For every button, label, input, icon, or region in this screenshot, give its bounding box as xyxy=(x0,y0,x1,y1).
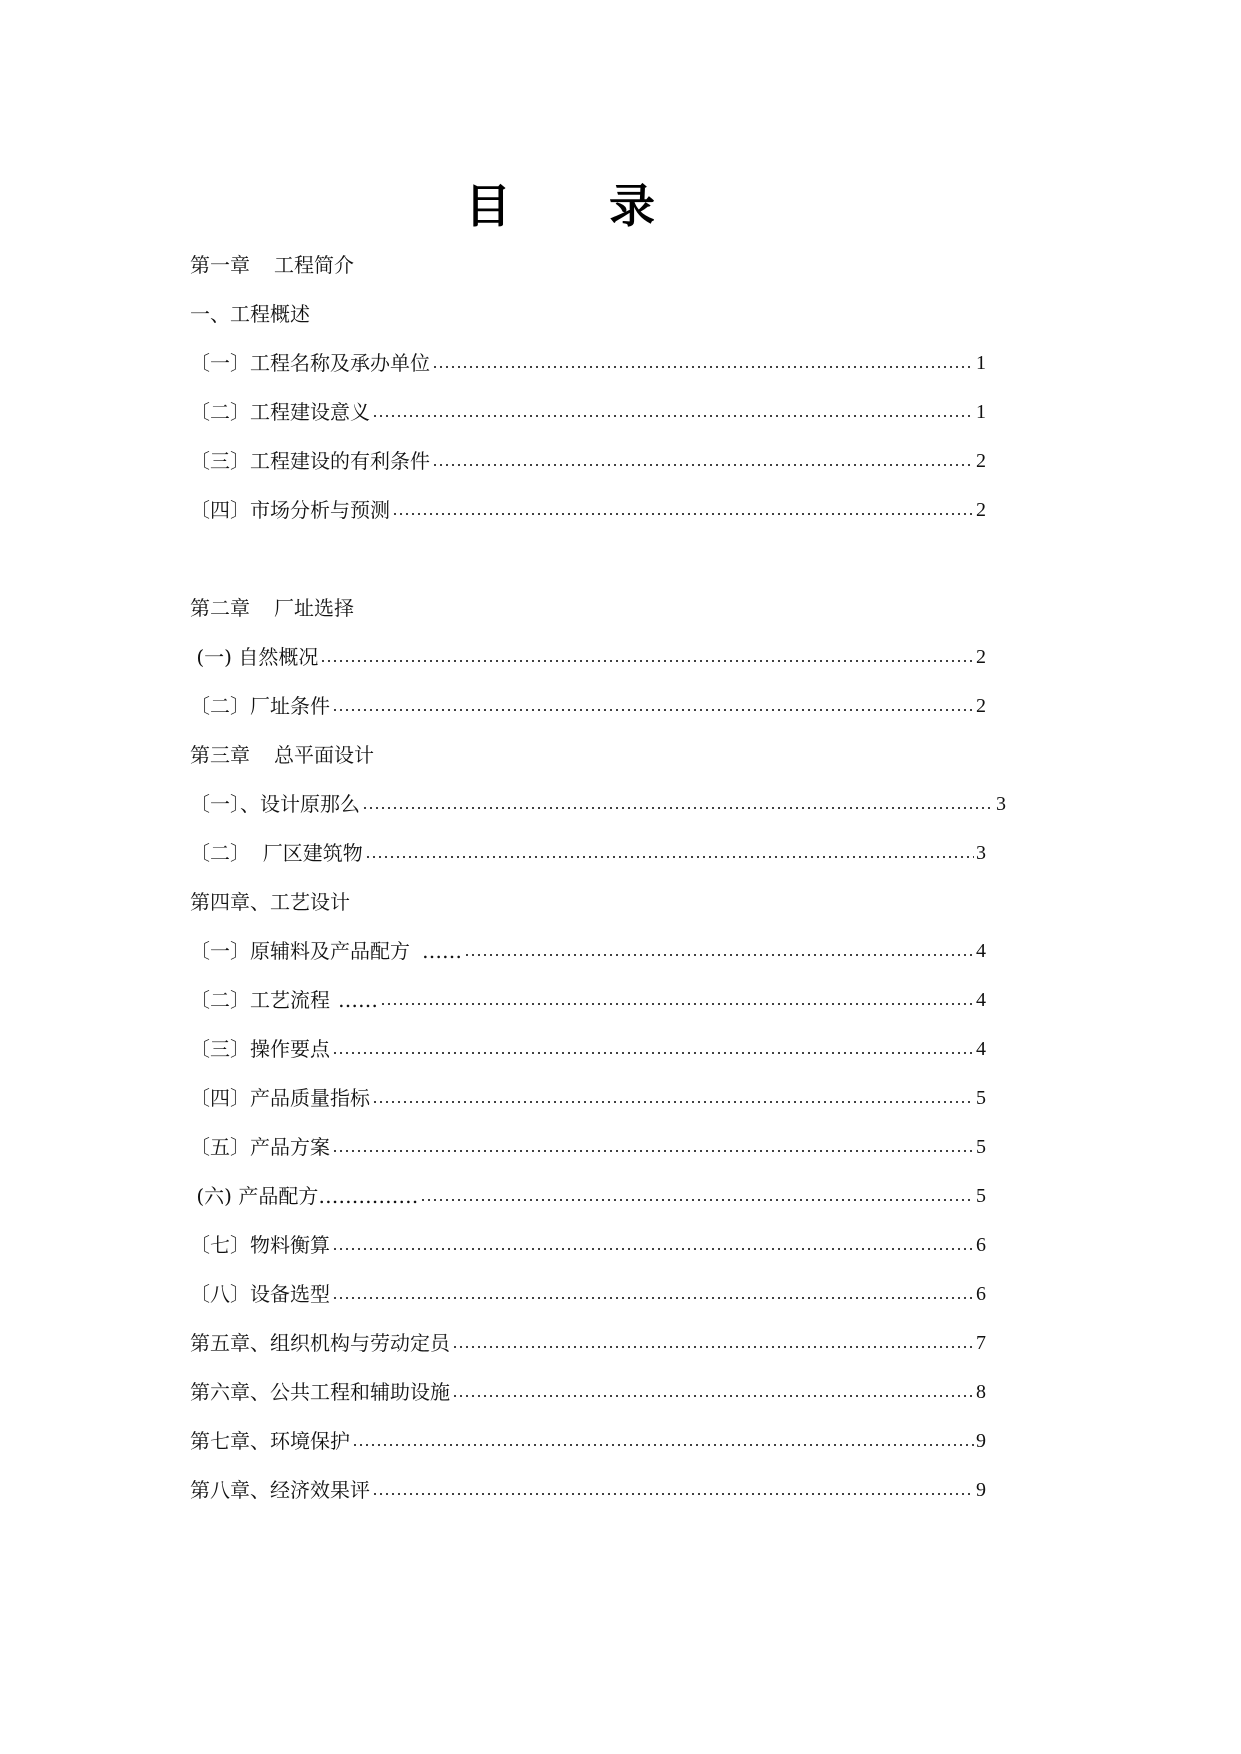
section-heading xyxy=(190,299,310,329)
dot-leader xyxy=(332,1051,974,1055)
dot-leader xyxy=(432,365,974,369)
toc-entry[interactable] xyxy=(190,1181,986,1211)
toc-entry-label: 〔二〕厂址条件 xyxy=(190,694,330,718)
dot-leader xyxy=(332,1247,974,1251)
chapter-heading xyxy=(190,887,350,917)
toc-entry-label: (一) 自然概况 xyxy=(190,645,319,669)
toc-entry-extra-dots: …… xyxy=(338,988,378,1012)
toc-entry[interactable] xyxy=(190,838,986,868)
dot-leader xyxy=(332,1296,974,1300)
dot-leader xyxy=(332,1149,974,1153)
dot-leader xyxy=(452,1345,974,1349)
chapter-name: 厂址选择 xyxy=(274,596,354,620)
toc-entry-page: 5 xyxy=(976,1087,986,1109)
toc-entry-page: 7 xyxy=(976,1332,986,1354)
toc-entry-page: 2 xyxy=(976,450,986,472)
dot-leader xyxy=(362,806,994,810)
toc-entry-page: 5 xyxy=(976,1185,986,1207)
toc-entry-label: 第八章、经济效果评 xyxy=(190,1478,370,1502)
dot-leader xyxy=(432,463,974,467)
dot-leader xyxy=(452,1394,974,1398)
toc-entry-page: 3 xyxy=(976,842,986,864)
toc-entry-extra-dots: …………… xyxy=(318,1184,419,1208)
dot-leader xyxy=(372,1492,974,1496)
toc-entry[interactable] xyxy=(190,789,1006,819)
toc-entry-label: 〔三〕工程建设的有利条件 xyxy=(190,449,430,473)
toc-entry-label: 〔一〕、设计原那么 xyxy=(190,792,360,816)
dot-leader xyxy=(365,855,974,859)
toc-entry-page: 2 xyxy=(976,695,986,717)
toc-entry-page: 1 xyxy=(976,352,986,374)
chapter-name: 总平面设计 xyxy=(274,743,374,767)
toc-entry-label: 〔二〕工程建设意义 xyxy=(190,400,370,424)
toc-entry-page: 1 xyxy=(976,401,986,423)
dot-leader xyxy=(320,659,974,663)
toc-entry-label: 〔二〕 厂区建筑物 xyxy=(190,841,363,865)
toc-entry-page: 5 xyxy=(976,1136,986,1158)
toc-entry-page: 4 xyxy=(976,1038,986,1060)
chapter-prefix: 第一章 xyxy=(190,253,250,277)
title-char-1: 目 xyxy=(465,179,511,233)
dot-leader xyxy=(372,414,974,418)
toc-entry[interactable] xyxy=(190,1377,986,1407)
chapter-prefix: 第二章 xyxy=(190,596,250,620)
toc-entry-label: 〔四〕市场分析与预测 xyxy=(190,498,390,522)
dot-leader xyxy=(372,1100,974,1104)
toc-entry-page: 9 xyxy=(976,1479,986,1501)
toc-entry[interactable] xyxy=(190,1230,986,1260)
toc-entry-label: 第六章、公共工程和辅助设施 xyxy=(190,1380,450,1404)
toc-entry-label: 〔一〕原辅料及产品配方 xyxy=(190,939,410,963)
dot-leader xyxy=(420,1198,974,1202)
chapter-heading xyxy=(190,250,354,280)
toc-entry-label: 〔一〕工程名称及承办单位 xyxy=(190,351,430,375)
title-char-2: 录 xyxy=(609,179,655,233)
toc-entry-page: 9 xyxy=(976,1430,986,1452)
toc-entry-label: 〔三〕操作要点 xyxy=(190,1037,330,1061)
toc-entry-page: 4 xyxy=(976,940,986,962)
toc-entry[interactable] xyxy=(190,1083,986,1113)
toc-entry[interactable] xyxy=(190,397,986,427)
toc-entry-label: 〔二〕工艺流程 xyxy=(190,988,330,1012)
toc-entry-label: 〔八〕设备选型 xyxy=(190,1282,330,1306)
toc-entry[interactable] xyxy=(190,1132,986,1162)
toc-entry-page: 4 xyxy=(976,989,986,1011)
toc-entry[interactable] xyxy=(190,1475,986,1505)
section-label: 一、工程概述 xyxy=(190,302,310,326)
chapter-heading xyxy=(190,593,354,623)
toc-entry-page: 6 xyxy=(976,1234,986,1256)
toc-entry-page: 3 xyxy=(996,793,1006,815)
toc-entry[interactable] xyxy=(190,1034,986,1064)
toc-entry[interactable] xyxy=(190,691,986,721)
chapter-label: 第四章、工艺设计 xyxy=(190,890,350,914)
toc-entry-page: 8 xyxy=(976,1381,986,1403)
chapter-prefix: 第三章 xyxy=(190,743,250,767)
dot-leader xyxy=(352,1443,974,1447)
toc-entry-label: 〔四〕产品质量指标 xyxy=(190,1086,370,1110)
toc-entry-label: (六) 产品配方 xyxy=(190,1184,319,1208)
dot-leader xyxy=(464,953,974,957)
chapter-heading xyxy=(190,740,374,770)
toc-entry[interactable] xyxy=(190,985,986,1015)
toc-entry[interactable] xyxy=(190,642,986,672)
dot-leader xyxy=(380,1002,974,1006)
toc-entry[interactable] xyxy=(190,348,986,378)
toc-entry-label: 第五章、组织机构与劳动定员 xyxy=(190,1331,450,1355)
toc-entry-label: 第七章、环境保护 xyxy=(190,1429,350,1453)
chapter-name: 工程简介 xyxy=(274,253,354,277)
toc-entry[interactable] xyxy=(190,1426,986,1456)
toc-entry-label: 〔七〕物料衡算 xyxy=(190,1233,330,1257)
toc-entry-page: 6 xyxy=(976,1283,986,1305)
toc-entry[interactable] xyxy=(190,446,986,476)
page-title xyxy=(465,176,655,236)
toc-entry[interactable] xyxy=(190,936,986,966)
toc-entry-label: 〔五〕产品方案 xyxy=(190,1135,330,1159)
toc-entry-page: 2 xyxy=(976,646,986,668)
toc-entry[interactable] xyxy=(190,495,986,525)
toc-entry-page: 2 xyxy=(976,499,986,521)
toc-entry-extra-dots: …… xyxy=(422,939,462,963)
toc-entry[interactable] xyxy=(190,1279,986,1309)
dot-leader xyxy=(392,512,974,516)
toc-entry[interactable] xyxy=(190,1328,986,1358)
dot-leader xyxy=(332,708,974,712)
